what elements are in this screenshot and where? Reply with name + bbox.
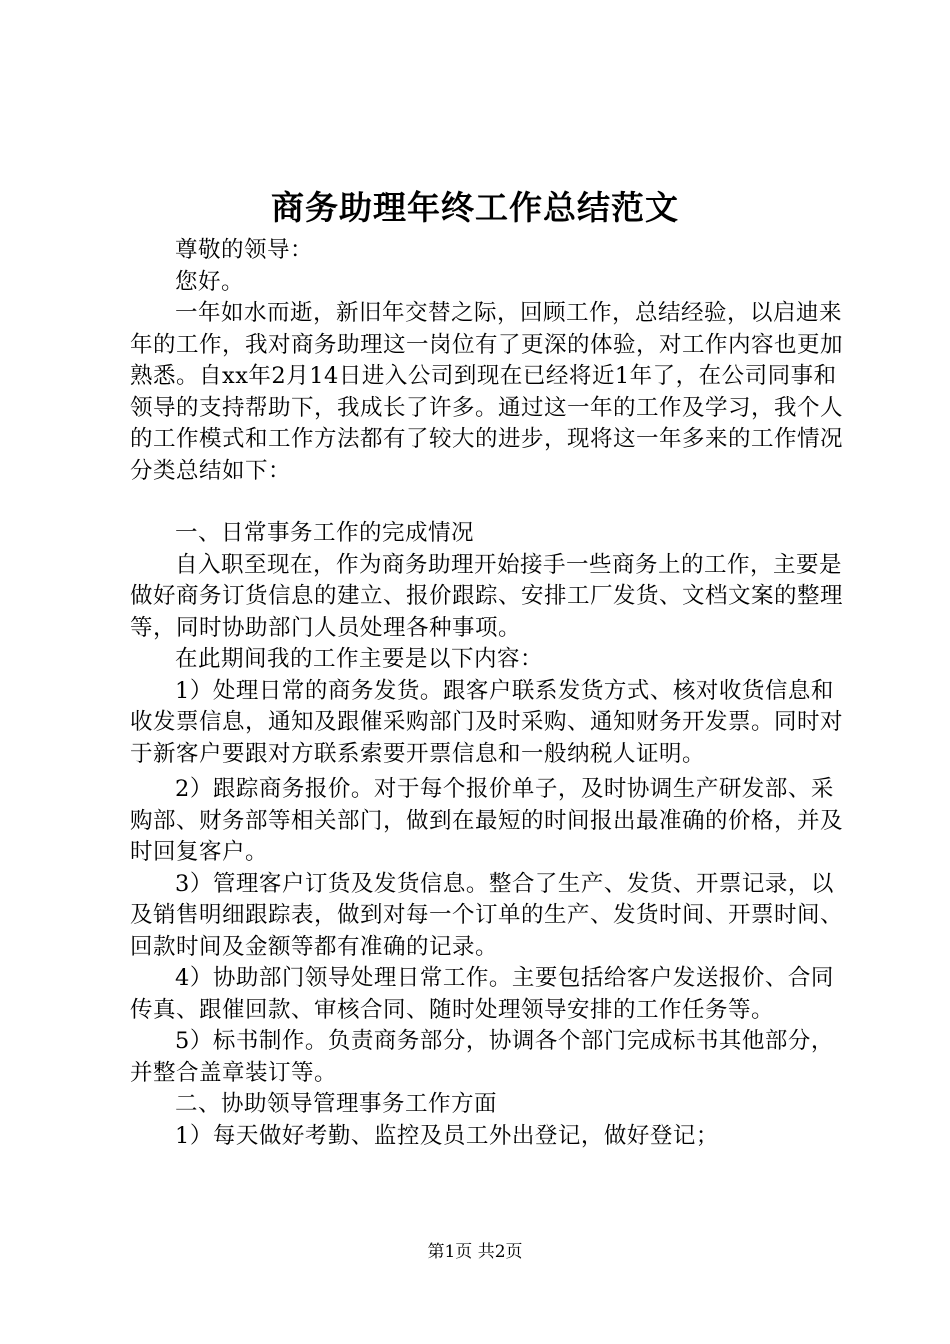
section-heading-2: 二、协助领导管理事务工作方面 bbox=[175, 1091, 498, 1117]
section-1-paragraph: 自入职至现在，作为商务助理开始接手一些商务上的工作，主要是做好商务订货信息的建立、报价跟踪、安排工厂发货、文档文案的整理等，同时协助部门人员处理各种事项。 bbox=[130, 551, 844, 641]
section-heading-1: 一、日常事务工作的完成情况 bbox=[175, 520, 475, 546]
page-footer: 第1页 共2页 bbox=[427, 1242, 523, 1262]
list-item-5: 5）标书制作。负责商务部分，协调各个部门完成标书其他部分，并整合盖章装订等。 bbox=[130, 1028, 834, 1086]
section-1-lead: 在此期间我的工作主要是以下内容： bbox=[175, 646, 544, 672]
greeting: 您好。 bbox=[175, 268, 245, 295]
list-item-3: 3）管理客户订货及发货信息。整合了生产、发货、开票记录，以及销售明细跟踪表，做到对每一个订单的生产、发货时间、开票时间、回款时间及金额等都有准确的记录。 bbox=[130, 870, 844, 960]
section-2-item-1: 1）每天做好考勤、监控及员工外出登记，做好登记； bbox=[175, 1122, 719, 1149]
document-title: 商务助理年终工作总结范文 bbox=[271, 188, 679, 227]
list-item-1: 1）处理日常的商务发货。跟客户联系发货方式、核对收货信息和收发票信息，通知及跟催采购部门及时采购、通知财务开发票。同时对于新客户要跟对方联系索要开票信息和一般纳税人证明。 bbox=[130, 677, 844, 767]
salutation: 尊敬的领导： bbox=[175, 237, 314, 263]
intro-paragraph: 一年如水而逝，新旧年交替之际，回顾工作，总结经验，以启迪来年的工作，我对商务助理这一岗位有了更深的体验，对工作内容也更加熟悉。自xx年2月14日进入公司到现在已经将近1年了，在公司同事和领导的支持帮助下，我成长了许多。通过这一年的工作及学习，我个人的工作模式和工作方法都有了较大的进步，现将这一年多来的工作情况分类总结如下： bbox=[130, 300, 844, 484]
list-item-2: 2）跟踪商务报价。对于每个报价单子，及时协调生产研发部、采购部、财务部等相关部门，做到在最短的时间报出最准确的价格，并及时回复客户。 bbox=[130, 776, 844, 865]
document-body bbox=[130, 235, 845, 1152]
list-item-4: 4）协助部门领导处理日常工作。主要包括给客户发送报价、合同传真、跟催回款、审核合同、随时处理领导安排的工作任务等。 bbox=[130, 965, 834, 1023]
